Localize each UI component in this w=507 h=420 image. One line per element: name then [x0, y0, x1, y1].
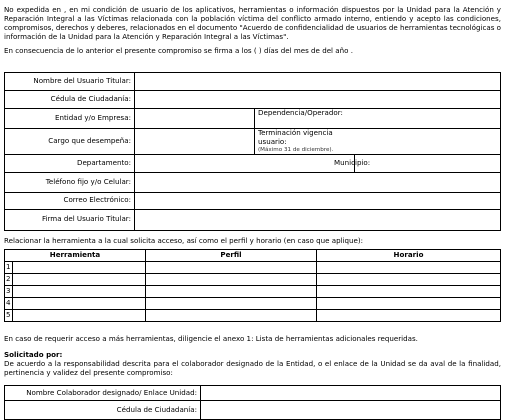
label-firma: Firma del Usuario Titular:: [5, 209, 135, 230]
intro-expedida-en: expedida en: [16, 5, 62, 14]
perfil-field[interactable]: [146, 286, 317, 298]
horario-field[interactable]: [317, 298, 501, 310]
header-herramienta: Herramienta: [5, 250, 146, 262]
correo-field[interactable]: [135, 192, 501, 209]
herramienta-field[interactable]: [13, 310, 146, 322]
signing-text-c: del año: [322, 46, 349, 55]
perfil-field[interactable]: [146, 298, 317, 310]
user-info-table: [4, 72, 501, 231]
firma-field[interactable]: [135, 209, 501, 230]
municipio-cell[interactable]: [334, 154, 501, 172]
signing-text-b: ( ) días del mes de: [253, 46, 320, 55]
intro-prefix: No: [4, 5, 14, 14]
cargo-field[interactable]: [135, 129, 255, 155]
annex-note: En caso de requerir acceso a más herramientas, diligencie el anexo 1: Lista de herramientas adicionales requeridas.: [4, 334, 418, 343]
label-correo: Correo Electrónico:: [5, 192, 135, 209]
intro-text: , en mi condición de usuario de los aplicativos, herramientas o información dispuestos por la Unidad para la Atención y Reparación Integral a las Víctimas relacionada con la población víctima del conflicto armado interno, entiendo y acepto las condiciones, compromisos, derechos y deberes, relacionados en el documento "Acuerdo de confidencialidad de usuarios de herramientas tecnológicas o información de la Unidad para la Atención y Reparación Integral a las Víctimas".: [4, 5, 501, 41]
herramienta-field[interactable]: [13, 286, 146, 298]
horario-field[interactable]: [317, 274, 501, 286]
row-number: 4: [5, 298, 13, 310]
label-municipio: Municipio:: [334, 157, 371, 167]
intro-paragraph: [4, 6, 501, 42]
tools-header-row: [5, 250, 501, 262]
terminacion-note: (Máximo 31 de diciembre).: [258, 146, 334, 153]
terminacion-field[interactable]: [355, 129, 501, 155]
colaborador-cedula-field[interactable]: [201, 401, 501, 420]
label-dependencia: Dependencia/Operador:: [255, 109, 355, 129]
table-row: [5, 298, 501, 310]
perfil-field[interactable]: [146, 274, 317, 286]
header-perfil: Perfil: [146, 250, 317, 262]
tools-instruction: Relacionar la herramienta a la cual solicita acceso, así como el perfil y horario (en caso que aplique):: [4, 236, 364, 245]
herramienta-field[interactable]: [13, 262, 146, 274]
label-departamento: Departamento:: [5, 154, 135, 172]
signing-paragraph: [4, 47, 501, 56]
label-nombre-usuario: Nombre del Usuario Titular:: [5, 73, 135, 91]
signing-text-a: En consecuencia de lo anterior el presente compromiso se firma a los: [4, 46, 252, 55]
row-number: 5: [5, 310, 13, 322]
perfil-field[interactable]: [146, 262, 317, 274]
cedula-usuario-field[interactable]: [135, 91, 501, 109]
header-horario: Horario: [317, 250, 501, 262]
label-cedula-usuario: Cédula de Ciudadanía:: [5, 91, 135, 109]
label-cargo: Cargo que desempeña:: [5, 129, 135, 155]
label-colaborador-cedula: Cédula de Ciudadanía:: [5, 401, 201, 420]
horario-field[interactable]: [317, 310, 501, 322]
solicitado-text: De acuerdo a la responsabilidad descrita para el colaborador designado de la Entidad, o el enlace de la Unidad se da aval de la finalidad, pertinencia y validez del presente compromiso:: [4, 359, 501, 377]
entidad-field[interactable]: [135, 109, 255, 129]
herramienta-field[interactable]: [13, 274, 146, 286]
label-entidad: Entidad y/o Empresa:: [5, 109, 135, 129]
collaborator-table: [4, 385, 501, 420]
horario-field[interactable]: [317, 262, 501, 274]
table-row: [5, 310, 501, 322]
terminacion-label-cell: [255, 129, 355, 155]
label-colaborador-nombre: Nombre Colaborador designado/ Enlace Unidad:: [5, 386, 201, 401]
row-number: 2: [5, 274, 13, 286]
table-row: [5, 274, 501, 286]
departamento-field[interactable]: [135, 154, 355, 172]
row-number: 3: [5, 286, 13, 298]
tools-table: [4, 249, 501, 322]
solicitado-title: Solicitado por:: [4, 350, 63, 359]
telefono-field[interactable]: [135, 172, 501, 192]
herramienta-field[interactable]: [13, 298, 146, 310]
nombre-usuario-field[interactable]: [135, 73, 501, 91]
perfil-field[interactable]: [146, 310, 317, 322]
horario-field[interactable]: [317, 286, 501, 298]
dependencia-field[interactable]: [355, 109, 501, 129]
colaborador-nombre-field[interactable]: [201, 386, 501, 401]
signing-end: .: [350, 46, 353, 55]
row-number: 1: [5, 262, 13, 274]
label-terminacion: Terminación vigencia usuario:: [258, 128, 333, 146]
table-row: [5, 262, 501, 274]
table-row: [5, 286, 501, 298]
label-telefono: Teléfono fijo y/o Celular:: [5, 172, 135, 192]
